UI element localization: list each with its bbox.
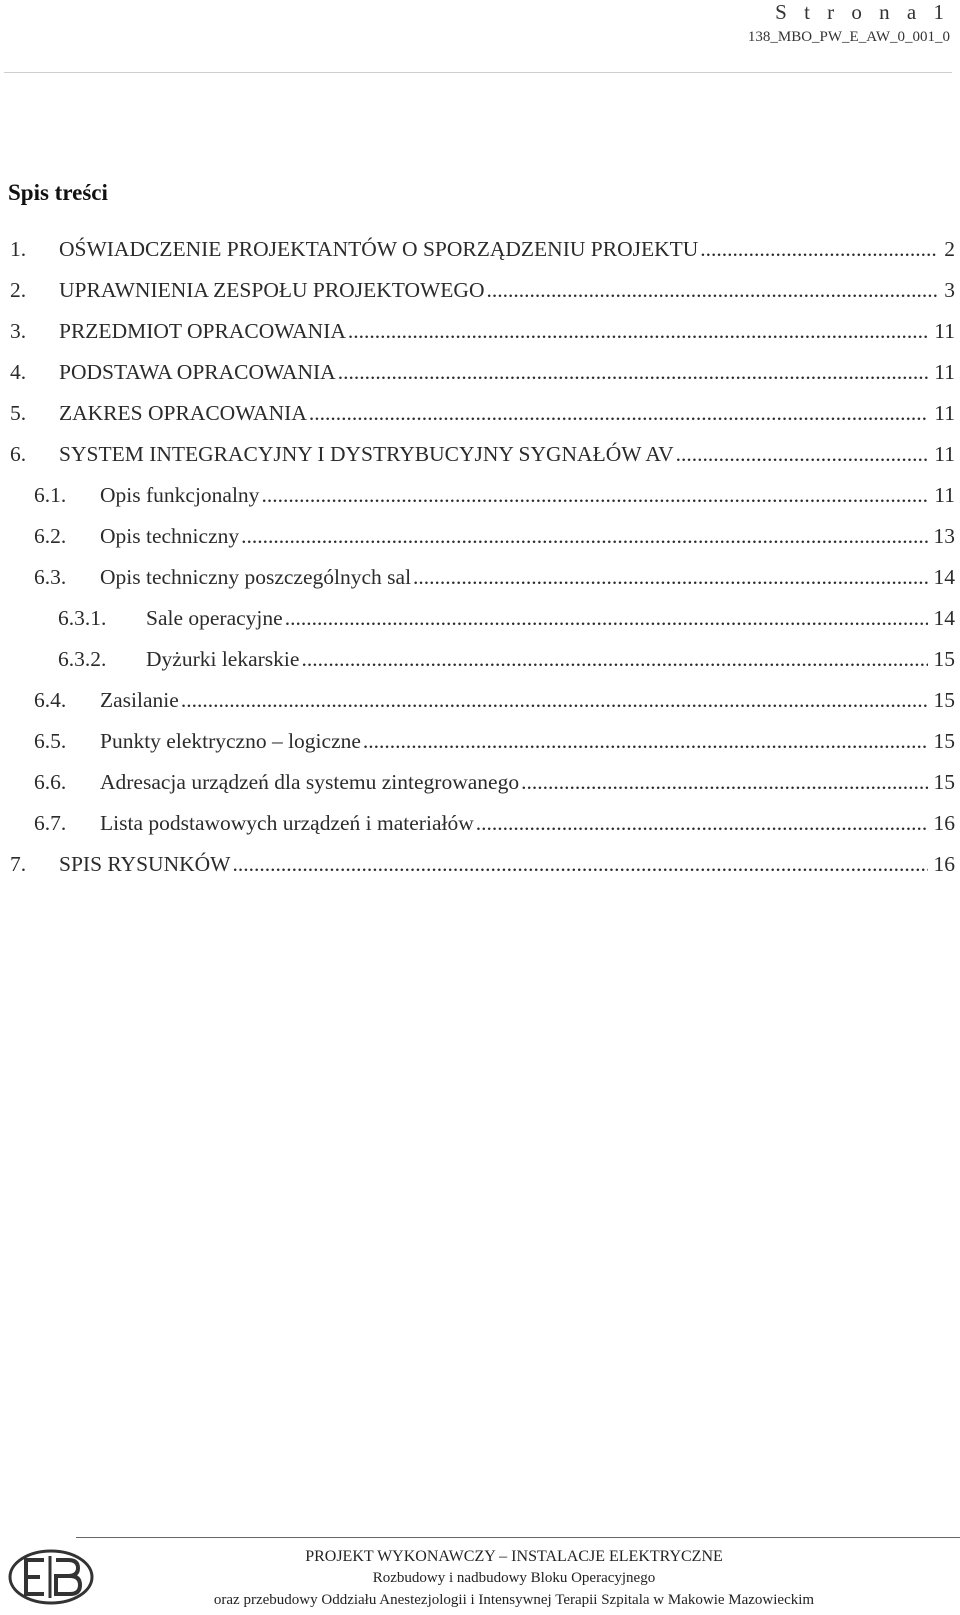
toc-dot-leader bbox=[232, 852, 927, 877]
toc-entry-page: 14 bbox=[933, 606, 955, 630]
toc-entry-number: 5. bbox=[10, 401, 27, 425]
toc-dot-leader bbox=[285, 606, 928, 631]
toc-entry-number: 6.4. bbox=[34, 688, 67, 712]
toc-entry-title: Sale operacyjne bbox=[146, 606, 283, 630]
toc-dot-leader bbox=[301, 647, 927, 672]
toc-entry-3[interactable] bbox=[0, 311, 960, 352]
toc-entry-number: 6.2. bbox=[34, 524, 67, 548]
toc-entry-number: 6.5. bbox=[34, 729, 67, 753]
footer-project-name: Rozbudowy i nadbudowy Bloku Operacyjnego bbox=[372, 1570, 656, 1586]
toc-entry-4[interactable] bbox=[0, 352, 960, 393]
toc-entry-title: Zasilanie bbox=[100, 688, 179, 712]
document-code: 138_MBO_PW_E_AW_0_001_0 bbox=[747, 29, 950, 45]
toc-entry-number: 6.3. bbox=[34, 565, 67, 589]
footer-project-location: oraz przebudowy Oddziału Anestezjologii i Intensywnej Terapii Szpitala w Makowie Mazowieckim bbox=[213, 1592, 815, 1608]
toc-entry-title: Punkty elektryczno – logiczne bbox=[100, 729, 361, 753]
toc-entry-page: 11 bbox=[934, 483, 955, 507]
toc-entry-6-6[interactable] bbox=[0, 762, 960, 803]
toc-entry-page: 16 bbox=[933, 811, 955, 835]
toc-dot-leader bbox=[348, 319, 928, 344]
toc-entry-number: 1. bbox=[10, 237, 27, 261]
toc-entry-number: 6.3.1. bbox=[58, 606, 107, 630]
toc-entry-7[interactable] bbox=[0, 844, 960, 885]
toc-entry-number: 6.1. bbox=[34, 483, 67, 507]
toc-dot-leader bbox=[309, 401, 928, 426]
toc-dot-leader bbox=[476, 811, 928, 836]
toc-entry-page: 3 bbox=[944, 278, 955, 302]
toc-entry-6-2[interactable] bbox=[0, 516, 960, 557]
toc-entry-6-3[interactable] bbox=[0, 557, 960, 598]
toc-entry-page: 13 bbox=[933, 524, 955, 548]
toc-entry-title: Lista podstawowych urządzeń i materiałów bbox=[100, 811, 474, 835]
toc-entry-number: 3. bbox=[10, 319, 27, 343]
toc-entry-title: SPIS RYSUNKÓW bbox=[59, 852, 231, 876]
toc-entry-6[interactable] bbox=[0, 434, 960, 475]
toc-dot-leader bbox=[413, 565, 927, 590]
toc-entry-title: Opis funkcjonalny bbox=[100, 483, 260, 507]
toc-dot-leader bbox=[181, 688, 928, 713]
toc-entry-number: 4. bbox=[10, 360, 27, 384]
toc-dot-leader bbox=[487, 278, 939, 303]
toc-entry-page: 16 bbox=[933, 852, 955, 876]
toc-entry-6-4[interactable] bbox=[0, 680, 960, 721]
toc-entry-page: 11 bbox=[934, 319, 955, 343]
toc-dot-leader bbox=[241, 524, 927, 549]
footer-project-type: PROJEKT WYKONAWCZY – INSTALACJE ELEKTRYCZNE bbox=[305, 1548, 723, 1565]
toc-entry-number: 7. bbox=[10, 852, 27, 876]
toc-entry-1[interactable] bbox=[0, 229, 960, 270]
toc-entry-title: SYSTEM INTEGRACYJNY I DYSTRYBUCYJNY SYGNAŁÓW AV bbox=[59, 442, 674, 466]
toc-entry-5[interactable] bbox=[0, 393, 960, 434]
toc-entry-page: 15 bbox=[933, 770, 955, 794]
toc-entry-6-1[interactable] bbox=[0, 475, 960, 516]
toc-dot-leader bbox=[338, 360, 929, 385]
toc-entry-number: 6.6. bbox=[34, 770, 67, 794]
page-number-label: S t r o n a 1 bbox=[775, 0, 950, 24]
toc-entry-page: 11 bbox=[934, 401, 955, 425]
toc-entry-6-5[interactable] bbox=[0, 721, 960, 762]
toc-entry-title: Adresacja urządzeń dla systemu zintegrowanego bbox=[100, 770, 520, 794]
toc-entry-6-3-1[interactable] bbox=[0, 598, 960, 639]
toc-dot-leader bbox=[521, 770, 927, 795]
toc-entry-number: 6. bbox=[10, 442, 27, 466]
toc-entry-page: 14 bbox=[933, 565, 955, 589]
toc-entry-title: UPRAWNIENIA ZESPOŁU PROJEKTOWEGO bbox=[59, 278, 485, 302]
toc-entry-number: 6.3.2. bbox=[58, 647, 107, 671]
toc-entry-page: 15 bbox=[933, 647, 955, 671]
toc-entry-6-3-2[interactable] bbox=[0, 639, 960, 680]
toc-entry-title: Opis techniczny poszczególnych sal bbox=[100, 565, 412, 589]
toc-entry-2[interactable] bbox=[0, 270, 960, 311]
toc-dot-leader bbox=[676, 442, 929, 467]
toc-entry-number: 6.7. bbox=[34, 811, 67, 835]
toc-dot-leader bbox=[363, 729, 928, 754]
toc-entry-6-7[interactable] bbox=[0, 803, 960, 844]
footer-divider bbox=[76, 1537, 960, 1538]
toc-entry-page: 15 bbox=[933, 729, 955, 753]
toc-dot-leader bbox=[261, 483, 928, 508]
page-header bbox=[748, 0, 950, 48]
toc-entry-title: PRZEDMIOT OPRACOWANIA bbox=[59, 319, 346, 343]
toc-entry-page: 15 bbox=[933, 688, 955, 712]
toc-entry-title: Dyżurki lekarskie bbox=[146, 647, 300, 671]
eb-monogram-logo-icon bbox=[6, 1548, 96, 1606]
toc-entry-page: 11 bbox=[934, 442, 955, 466]
toc-entry-number: 2. bbox=[10, 278, 27, 302]
toc-entry-page: 2 bbox=[944, 237, 955, 261]
toc-entry-title: PODSTAWA OPRACOWANIA bbox=[59, 360, 336, 384]
toc-heading: Spis treści bbox=[8, 180, 108, 205]
toc-dot-leader bbox=[700, 237, 938, 262]
toc-entry-page: 11 bbox=[934, 360, 955, 384]
table-of-contents bbox=[0, 229, 960, 885]
header-divider bbox=[4, 72, 952, 73]
toc-entry-title: ZAKRES OPRACOWANIA bbox=[59, 401, 307, 425]
toc-entry-title: Opis techniczny bbox=[100, 524, 240, 548]
toc-entry-title: OŚWIADCZENIE PROJEKTANTÓW O SPORZĄDZENIU PROJEKTU bbox=[59, 237, 699, 261]
